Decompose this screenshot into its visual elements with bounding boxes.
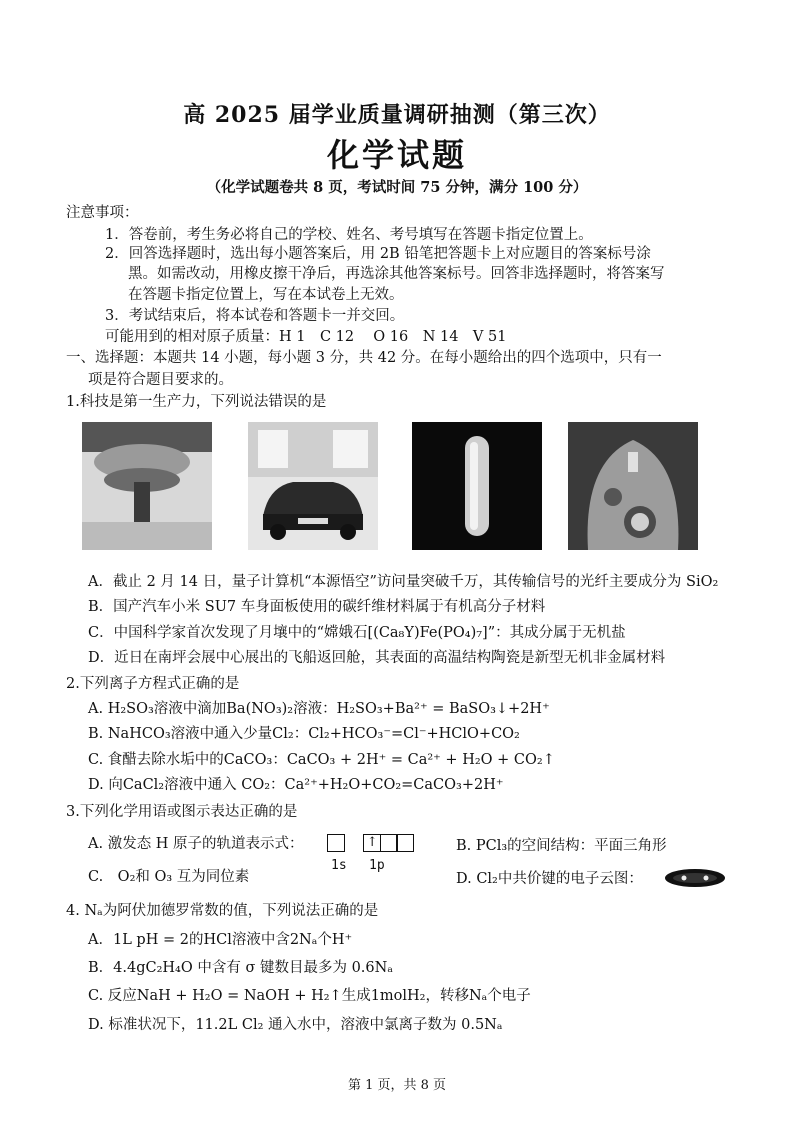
section-heading-cont: 项是符合题目要求的。 (88, 372, 233, 388)
orbital-box-1p-c (396, 834, 414, 852)
notice-item-2: 2．回答选择题时，选出每小题答案后，用 2B 铅笔把答题卡上对应题目的答案标号涂 (105, 246, 651, 262)
q2-stem: 2.下列离子方程式正确的是 (66, 676, 240, 692)
orbital-label-1s: 1s (331, 858, 347, 873)
orbital-box-1s (327, 834, 345, 852)
q4-stem: 4. Nₐ为阿伏加德罗常数的值，下列说法正确的是 (66, 903, 379, 919)
q2-option-d: D. 向CaCl₂溶液中通入 CO₂：Ca²⁺+H₂O+CO₂=CaCO₃+2H⁺ (88, 777, 504, 793)
q2-option-a: A. H₂SO₃溶液中滴加Ba(NO₃)₂溶液：H₂SO₃+Ba²⁺ = BaSO₃↓+2H⁺ (88, 701, 550, 717)
q1-option-c: C．中国科学家首次发现了月壤中的“嫦娥石[(Ca₈Y)Fe(PO₄)₇]”：其成分属于无机盐 (88, 625, 626, 641)
orbital-diagram (327, 832, 414, 852)
q3-option-b: B. PCl₃的空间结构：平面三角形 (456, 838, 667, 854)
photo-return-capsule (568, 422, 698, 550)
q1-option-a: A．截止 2 月 14 日，量子计算机“本源悟空”访问量突破千万，其传输信号的光纤主要成分为 SiO₂ (88, 574, 719, 590)
photo-xiaomi-su7 (248, 422, 378, 550)
subject-title: 化学试题 (326, 136, 467, 174)
q4-option-d: D. 标准状况下，11.2L Cl₂ 通入水中，溶液中氯离子数为 0.5Nₐ (88, 1017, 503, 1033)
notice-item-3: 3．考试结束后，将本试卷和答题卡一并交回。 (105, 308, 405, 324)
exam-info: （化学试题卷共 8 页，考试时间 75 分钟，满分 100 分） (206, 179, 588, 196)
q2-option-c: C. 食醋去除水垢中的CaCO₃：CaCO₃ + 2H⁺ = Ca²⁺ + H₂O + CO₂↑ (88, 752, 555, 768)
notice-item-2-cont2: 在答题卡指定位置上，写在本试卷上无效。 (128, 287, 404, 303)
q3-option-a: A. 激发态 H 原子的轨道表示式： (88, 836, 304, 852)
q1-option-d: D．近日在南坪会展中心展出的飞船返回舱，其表面的高温结构陶瓷是新型无机非金属材料 (88, 650, 666, 666)
q3-stem: 3.下列化学用语或图示表达正确的是 (66, 804, 298, 820)
notice-item-2-cont: 黑。如需改动，用橡皮擦干净后，再选涂其他答案标号。回答非选择题时，将答案写 (128, 266, 665, 282)
page-number: 第 1 页，共 8 页 (347, 1078, 447, 1093)
q1-option-b: B．国产汽车小米 SU7 车身面板使用的碳纤维材料属于有机高分子材料 (88, 599, 546, 615)
orbital-box-1p-a: ↑ (363, 834, 381, 852)
q4-option-a: A．1L pH = 2的HCl溶液中含2Nₐ个H⁺ (88, 932, 353, 948)
atomic-masses: 可能用到的相对原子质量：H 1 C 12 O 16 N 14 V 51 (105, 329, 507, 345)
section-heading: 一、选择题：本题共 14 小题，每小题 3 分，共 42 分。在每小题给出的四个选项中，只有一 (66, 350, 662, 366)
photo-chang-e-stone-crystal (412, 422, 542, 550)
q4-option-c: C. 反应NaH + H₂O = NaOH + H₂↑生成1molH₂，转移Nₐ个电子 (88, 988, 531, 1004)
q1-stem: 1.科技是第一生产力，下列说法错误的是 (66, 394, 327, 410)
orbital-label-1p: 1p (369, 858, 385, 873)
notice-item-1: 1．答卷前，考生务必将自己的学校、姓名、考号填写在答题卡指定位置上。 (105, 227, 593, 243)
orbital-box-1p-b (380, 834, 398, 852)
notice-heading: 注意事项： (66, 205, 139, 221)
q3-option-c: C. O₂和 O₃ 互为同位素 (88, 869, 250, 885)
q3-option-d: D. Cl₂中共价键的电子云图： (456, 871, 643, 887)
photo-quantum-computer (82, 422, 212, 550)
q4-option-b: B．4.4gC₂H₄O 中含有 σ 键数目最多为 0.6Nₐ (88, 960, 393, 976)
exam-title: 高 2025 届学业质量调研抽测（第三次） (183, 102, 611, 128)
electron-cloud-image (664, 867, 726, 893)
q2-option-b: B. NaHCO₃溶液中通入少量Cl₂：Cl₂+HCO₃⁻=Cl⁻+HClO+CO₂ (88, 726, 520, 742)
